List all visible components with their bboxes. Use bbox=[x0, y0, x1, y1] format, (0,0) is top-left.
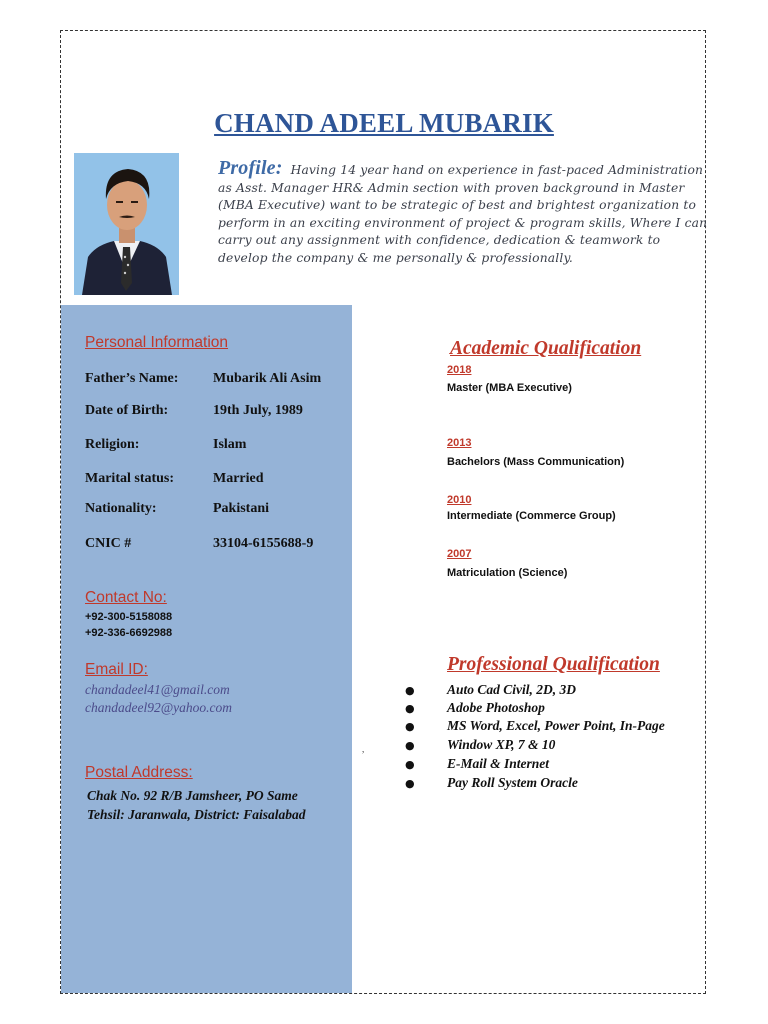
email-address: chandadeel92@yahoo.com bbox=[85, 700, 233, 715]
email-heading: Email ID: bbox=[85, 661, 148, 678]
bullet-icon: ● bbox=[405, 684, 415, 697]
postal-line: Tehsil: Jaranwala, District: Faisalabad bbox=[87, 807, 306, 822]
personal-info-heading: Personal Information bbox=[85, 334, 229, 351]
bullet-icon: ● bbox=[405, 720, 415, 733]
academic-year: 2007 bbox=[447, 548, 472, 560]
skill-item: Auto Cad Civil, 2D, 3D bbox=[447, 682, 577, 697]
contact-heading: Contact No: bbox=[85, 589, 167, 606]
academic-degree: Bachelors (Mass Communication) bbox=[447, 456, 625, 468]
profile-text: Having 14 year hand on experience in fast-paced Administration as Asst. Manager HR& Admin section with proven background in Master (MBA Executive) want to be strategic of best and brightest organization to perform in an exciting environment of project & program skills, Where I can carry out any assignment with confidence, dedication & teamwork to develop the company & me personally & professionally. bbox=[218, 163, 708, 265]
profile-summary bbox=[218, 157, 708, 268]
academic-degree: Matriculation (Science) bbox=[447, 567, 568, 579]
info-label-cnic: CNIC # bbox=[85, 536, 132, 551]
phone-number: +92-300-5158088 bbox=[85, 611, 173, 623]
info-value-dob: 19th July, 1989 bbox=[213, 403, 303, 418]
postal-line: Chak No. 92 R/B Jamsheer, PO Same bbox=[87, 788, 298, 803]
phone-number: +92-336-6692988 bbox=[85, 627, 173, 639]
bullet-icon: ● bbox=[405, 777, 415, 790]
info-value-nationality: Pakistani bbox=[213, 501, 270, 516]
academic-year: 2013 bbox=[447, 437, 472, 449]
email-address: chandadeel41@gmail.com bbox=[85, 682, 230, 697]
info-label-father: Father’s Name: bbox=[85, 371, 179, 386]
info-value-cnic: 33104-6155688-9 bbox=[213, 536, 314, 551]
bullet-icon: ● bbox=[405, 758, 415, 771]
skill-item: Window XP, 7 & 10 bbox=[447, 737, 556, 752]
resume-name: CHAND ADEEL MUBARIK bbox=[214, 108, 554, 138]
postal-heading: Postal Address: bbox=[85, 764, 193, 781]
info-value-religion: Islam bbox=[213, 437, 247, 452]
bullet-icon: ● bbox=[405, 702, 415, 715]
skill-item: Pay Roll System Oracle bbox=[447, 775, 578, 790]
academic-year: 2010 bbox=[447, 494, 472, 506]
info-label-nationality: Nationality: bbox=[85, 501, 157, 516]
academic-degree: Intermediate (Commerce Group) bbox=[447, 510, 616, 522]
info-value-father: Mubarik Ali Asim bbox=[213, 371, 322, 386]
info-label-religion: Religion: bbox=[85, 437, 140, 452]
academic-year: 2018 bbox=[447, 364, 472, 376]
skill-item: Adobe Photoshop bbox=[447, 700, 545, 715]
academic-degree: Master (MBA Executive) bbox=[447, 382, 572, 394]
info-value-marital: Married bbox=[213, 471, 264, 486]
professional-heading: Professional Qualification bbox=[447, 654, 660, 675]
skill-item: E-Mail & Internet bbox=[447, 756, 550, 771]
bullet-icon: ● bbox=[405, 739, 415, 752]
info-label-marital: Marital status: bbox=[85, 471, 175, 486]
profile-label: Profile: bbox=[218, 157, 283, 179]
stray-mark: , bbox=[362, 744, 365, 754]
profile-photo bbox=[74, 153, 179, 295]
skill-item: MS Word, Excel, Power Point, In-Page bbox=[447, 718, 665, 733]
academic-heading: Academic Qualification bbox=[450, 338, 642, 359]
info-label-dob: Date of Birth: bbox=[85, 403, 169, 418]
